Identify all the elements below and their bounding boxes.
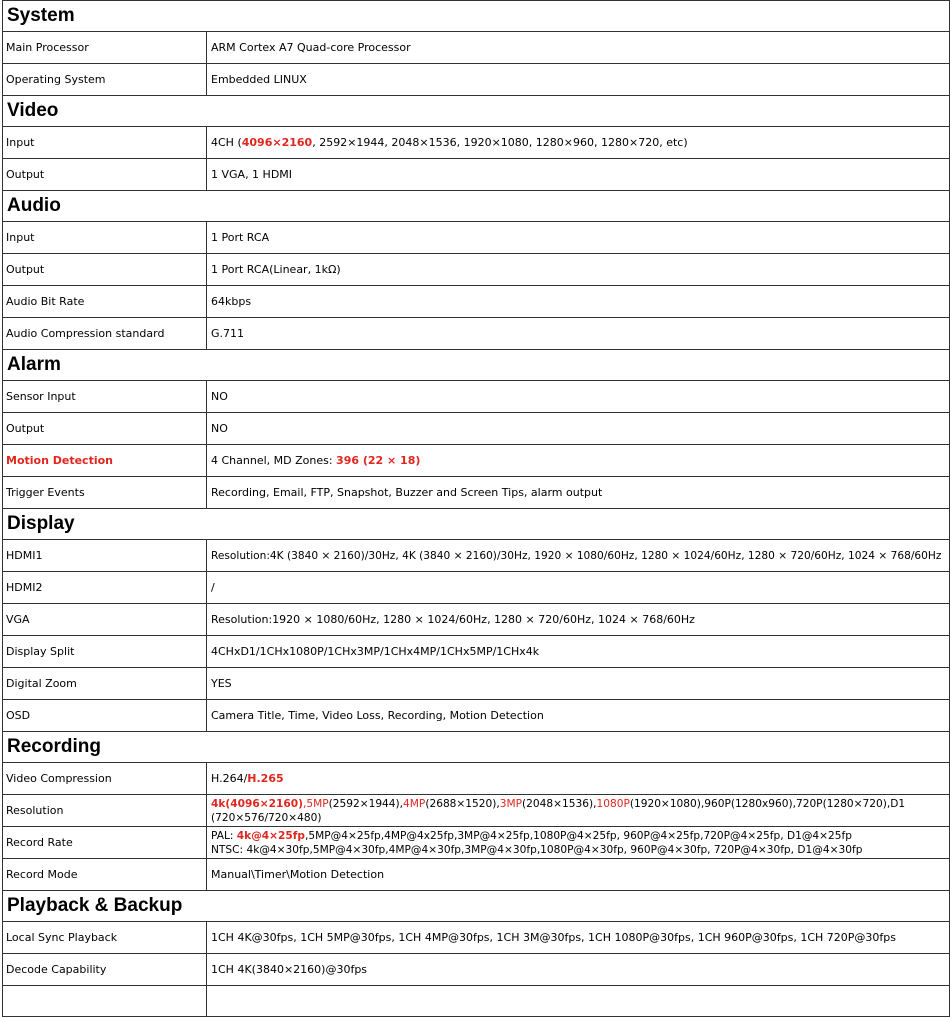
spec-table <box>2 0 950 1000</box>
value-part: (1920×1080),960P(1280x960),720P(1280×720),D1 <box>629 797 906 810</box>
highlight-resolution: 4096×2160 <box>241 135 313 149</box>
label: VGA <box>3 604 207 635</box>
value: G.711 <box>211 326 245 340</box>
value-part: H.264/ <box>211 771 248 785</box>
value <box>207 127 949 158</box>
highlight-h265: H.265 <box>247 771 284 785</box>
value-part: 4CH ( <box>211 135 242 149</box>
section-display: Display <box>2 508 950 539</box>
highlight-3mp: 3MP <box>499 797 523 810</box>
label: HDMI1 <box>3 540 207 571</box>
row-local-sync-playback <box>2 921 950 953</box>
value: Embedded LINUX <box>211 72 307 86</box>
row-alarm-output <box>2 412 950 444</box>
value-part: NTSC: 4k@4×30fp,5MP@4×30fp,4MP@4×30fp,3MP@4×30fp,1080P@4×30fp, 960P@4×30fp, 720P@4×30fp, D1@4×30fp <box>211 843 863 856</box>
label: Decode Capability <box>3 954 207 985</box>
label: Audio Bit Rate <box>3 286 207 317</box>
row-vga <box>2 603 950 635</box>
row-resolution <box>2 794 950 826</box>
value: YES <box>211 676 232 690</box>
label: Display Split <box>3 636 207 667</box>
value: ARM Cortex A7 Quad-core Processor <box>211 40 411 54</box>
label: Input <box>3 127 207 158</box>
row-sensor-input <box>2 380 950 412</box>
section-recording: Recording <box>2 731 950 762</box>
row-trigger-events <box>2 476 950 508</box>
label: Video Compression <box>3 763 207 794</box>
value-part: (720×576/720×480) <box>211 811 322 824</box>
value: Camera Title, Time, Video Loss, Recording, Motion Detection <box>211 708 544 722</box>
value: 1 Port RCA <box>211 230 270 244</box>
label-highlight: Motion Detection <box>3 445 207 476</box>
value: Recording, Email, FTP, Snapshot, Buzzer and Screen Tips, alarm output <box>211 485 603 499</box>
label: Main Processor <box>3 32 207 63</box>
value: 64kbps <box>211 294 252 308</box>
label: Digital Zoom <box>3 668 207 699</box>
row-display-split <box>2 635 950 667</box>
row-hdmi2 <box>2 571 950 603</box>
value: 4CHxD1/1CHx1080P/1CHx3MP/1CHx4MP/1CHx5MP/1CHx4k <box>211 644 540 658</box>
value: NO <box>211 389 228 403</box>
label: Output <box>3 413 207 444</box>
value-part: (2048×1536), <box>522 797 597 810</box>
label: HDMI2 <box>3 572 207 603</box>
value: Resolution:4K (3840 × 2160)/30Hz, 4K (3840 × 2160)/30Hz, 1920 × 1080/60Hz, 1280 × 1024/60Hz, 1280 × 720/60Hz, 1024 × 768/60Hz <box>211 549 942 562</box>
label: Sensor Input <box>3 381 207 412</box>
row-audio-compression <box>2 317 950 349</box>
label: Input <box>3 222 207 253</box>
label: Output <box>3 254 207 285</box>
highlight-1080p: 1080P <box>596 797 630 810</box>
label: Local Sync Playback <box>3 922 207 953</box>
value-part: , 2592×1944, 2048×1536, 1920×1080, 1280×960, 1280×720, etc) <box>312 135 688 149</box>
label: Output <box>3 159 207 190</box>
value: Manual\Timer\Motion Detection <box>211 867 385 881</box>
value-part: , <box>302 797 307 810</box>
row-main-processor <box>2 31 950 63</box>
value: Resolution:1920 × 1080/60Hz, 1280 × 1024/60Hz, 1280 × 720/60Hz, 1024 × 768/60Hz <box>211 612 695 626</box>
row-osd <box>2 699 950 731</box>
section-playback: Playback & Backup <box>2 890 950 921</box>
value-part: ,5MP@4×25fp,4MP@4x25fp,3MP@4×25fp,1080P@4×25fp, 960P@4×25fp,720P@4×25fp, D1@4×25fp <box>305 829 852 842</box>
value <box>207 763 949 794</box>
row-decode-capability <box>2 953 950 985</box>
row-audio-bitrate <box>2 285 950 317</box>
highlight-md-zones: 396 (22 × 18) <box>336 453 421 467</box>
highlight-4k-rate: 4k@4×25fp <box>236 829 305 842</box>
section-alarm: Alarm <box>2 349 950 380</box>
label: Record Rate <box>3 827 207 858</box>
row-audio-input <box>2 221 950 253</box>
row-operating-system <box>2 63 950 95</box>
highlight-4mp: 4MP <box>403 797 426 810</box>
row-video-input <box>2 126 950 158</box>
value-part: (2688×1520), <box>425 797 500 810</box>
highlight-5mp: 5MP <box>306 797 329 810</box>
label: OSD <box>3 700 207 731</box>
section-system: System <box>2 0 950 31</box>
highlight-4k: 4k(4096×2160) <box>211 797 303 810</box>
value: 1CH 4K(3840×2160)@30fps <box>211 962 368 976</box>
row-video-output <box>2 158 950 190</box>
value: NO <box>211 421 228 435</box>
value <box>207 827 949 858</box>
label <box>3 986 207 1016</box>
row-video-compression <box>2 762 950 794</box>
section-audio: Audio <box>2 190 950 221</box>
value <box>207 445 949 476</box>
row-record-mode <box>2 858 950 890</box>
row-audio-output <box>2 253 950 285</box>
value: 1CH 4K@30fps, 1CH 5MP@30fps, 1CH 4MP@30fps, 1CH 3M@30fps, 1CH 1080P@30fps, 1CH 960P@30fps, 1CH 720P@30fps <box>211 930 897 944</box>
label: Trigger Events <box>3 477 207 508</box>
section-video: Video <box>2 95 950 126</box>
value <box>207 795 949 826</box>
value <box>207 986 949 1016</box>
value: / <box>211 580 215 594</box>
row-next-partial <box>2 985 950 1017</box>
row-digital-zoom <box>2 667 950 699</box>
value: 1 VGA, 1 HDMI <box>211 167 293 181</box>
value: 1 Port RCA(Linear, 1kΩ) <box>211 262 341 276</box>
row-motion-detection <box>2 444 950 476</box>
label: Operating System <box>3 64 207 95</box>
value-part: PAL: <box>211 829 237 842</box>
label: Audio Compression standard <box>3 318 207 349</box>
value-part: 4 Channel, MD Zones: <box>211 453 337 467</box>
label: Resolution <box>3 795 207 826</box>
row-record-rate <box>2 826 950 858</box>
row-hdmi1 <box>2 539 950 571</box>
label: Record Mode <box>3 859 207 890</box>
value-part: (2592×1944), <box>328 797 404 810</box>
